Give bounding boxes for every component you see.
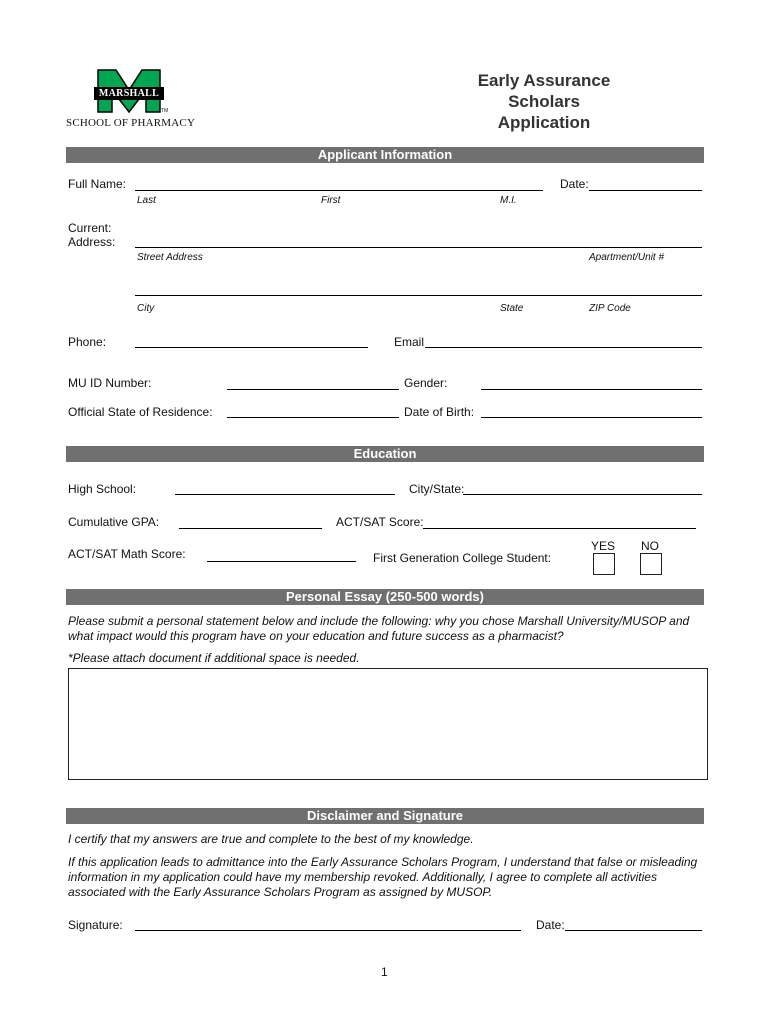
section-personal-essay: Personal Essay (250-500 words) xyxy=(66,589,704,605)
logo-school-text: SCHOOL OF PHARMACY xyxy=(66,117,196,129)
apartment-caption: Apartment/Unit # xyxy=(589,252,665,263)
city-state-label: City/State: xyxy=(409,482,465,496)
no-label: NO xyxy=(641,539,659,553)
street-address-caption: Street Address xyxy=(137,252,203,263)
high-school-field[interactable] xyxy=(175,494,395,495)
full-name-label: Full Name: xyxy=(68,177,127,191)
dob-label: Date of Birth: xyxy=(404,405,475,419)
section-disclaimer-signature: Disclaimer and Signature xyxy=(66,808,704,824)
essay-textarea[interactable] xyxy=(68,668,708,780)
page-number: 1 xyxy=(381,965,388,979)
zip-caption: ZIP Code xyxy=(589,303,631,314)
act-sat-field[interactable] xyxy=(423,528,696,529)
state-caption: State xyxy=(500,303,524,314)
form-title-line1: Early Assurance xyxy=(477,71,611,90)
essay-instructions: Please submit a personal statement below and include the following: why you chose Marshall University/MUSOP and what impact would this program have on your education and future success as a pharmacist? xyxy=(68,614,690,643)
essay-attach-note: *Please attach document if additional space is needed. xyxy=(68,651,360,665)
marshall-logo xyxy=(66,68,196,130)
first-name-caption: First xyxy=(321,195,341,206)
city-caption: City xyxy=(137,303,155,314)
city-state-zip-field[interactable] xyxy=(135,295,702,296)
email-field[interactable] xyxy=(425,347,702,348)
yes-checkbox[interactable] xyxy=(593,553,615,575)
first-gen-label: First Generation College Student: xyxy=(373,551,552,565)
form-title-line2: Scholars xyxy=(508,92,580,111)
signature-field[interactable] xyxy=(135,930,521,931)
current-address-label-2: Address: xyxy=(68,235,116,249)
gpa-label: Cumulative GPA: xyxy=(68,515,160,529)
section-applicant-information: Applicant Information xyxy=(66,147,704,163)
dob-field[interactable] xyxy=(481,417,702,418)
high-school-label: High School: xyxy=(68,482,137,496)
signature-label: Signature: xyxy=(68,918,123,932)
last-name-caption: Last xyxy=(137,195,156,206)
gender-label: Gender: xyxy=(404,376,448,390)
phone-field[interactable] xyxy=(135,347,368,348)
act-sat-label: ACT/SAT Score: xyxy=(336,515,424,529)
phone-label: Phone: xyxy=(68,335,107,349)
date-label: Date: xyxy=(560,177,589,191)
street-address-field[interactable] xyxy=(135,247,702,248)
mu-id-label: MU ID Number: xyxy=(68,376,152,390)
state-residence-field[interactable] xyxy=(227,417,399,418)
current-address-label-1: Current: xyxy=(68,221,112,235)
city-state-field[interactable] xyxy=(463,494,702,495)
logo-tm: TM xyxy=(161,108,169,114)
no-checkbox[interactable] xyxy=(640,553,662,575)
disclaimer-body: If this application leads to admittance into the Early Assurance Scholars Program, I understand that false or misleading information in my application could have my membership revoked. Additionally, I agree to complete all activities associated with the Early Assurance Scholars Program as assigned by MUSOP. xyxy=(68,855,698,899)
gpa-field[interactable] xyxy=(179,528,322,529)
signature-date-label: Date: xyxy=(536,918,565,932)
act-sat-math-label: ACT/SAT Math Score: xyxy=(68,547,186,561)
logo-banner-text: MARSHALL xyxy=(98,88,160,99)
date-field[interactable] xyxy=(589,190,702,191)
form-title-line3: Application xyxy=(497,113,591,132)
middle-initial-caption: M.I. xyxy=(500,195,517,206)
gender-field[interactable] xyxy=(481,389,702,390)
yes-label: YES xyxy=(591,539,616,553)
act-sat-math-field[interactable] xyxy=(207,561,356,562)
certify-statement: I certify that my answers are true and complete to the best of my knowledge. xyxy=(68,832,474,846)
mu-id-field[interactable] xyxy=(227,389,399,390)
email-label: Email xyxy=(394,335,425,349)
state-residence-label: Official State of Residence: xyxy=(68,405,213,419)
signature-date-field[interactable] xyxy=(565,930,702,931)
section-education: Education xyxy=(66,446,704,462)
full-name-field[interactable] xyxy=(135,190,543,191)
